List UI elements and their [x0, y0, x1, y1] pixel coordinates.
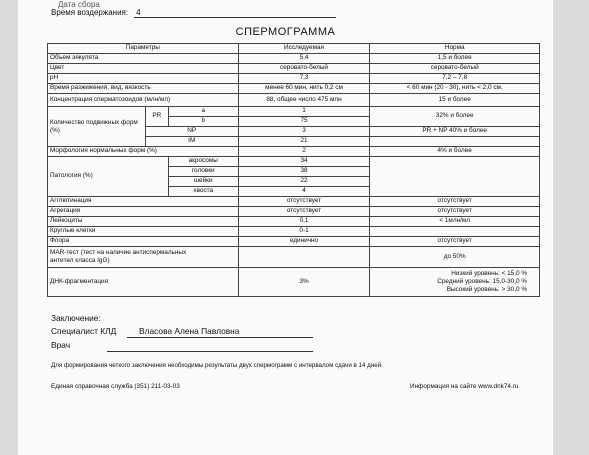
im-norm: [370, 137, 540, 147]
dna-norm-high: Высокий уровень: > 30,0 %: [446, 286, 527, 294]
row-value: 7,3: [238, 74, 370, 84]
row-label: Объем эякулята: [48, 54, 239, 64]
mar-label: [48, 247, 239, 268]
row-value: 0-1: [238, 227, 370, 237]
tail-label: хвоста: [168, 187, 238, 197]
head-label: головки: [168, 167, 238, 177]
dna-norm: [370, 268, 540, 297]
row-norm: 15 и более: [370, 94, 540, 107]
row-norm: отсутствует: [370, 197, 540, 207]
row-label: Агглютинация: [48, 197, 239, 207]
row-label: Круглые клетки: [48, 227, 239, 237]
row-norm: 4% и более: [370, 147, 540, 157]
table-row: [48, 84, 540, 94]
row-label: Лейкоциты: [48, 217, 239, 227]
acrosome-value: 34: [238, 157, 370, 167]
table-row: [48, 54, 540, 64]
table-row: [48, 237, 540, 247]
im-value: 21: [238, 137, 370, 147]
row-label: Агрегация: [48, 207, 239, 217]
row-value: серовато-белый: [238, 64, 370, 74]
row-label: Морфология нормальных форм (%): [48, 147, 239, 157]
footer-phone: Единая справочная служба (351) 211-03-03: [51, 383, 180, 390]
document-title: СПЕРМОГРАММА: [235, 26, 336, 38]
dna-label: ДНК-фрагментация: [48, 268, 239, 297]
row-norm: < 60 мин (20 - 30), нить < 2,0 см.: [370, 84, 540, 94]
conclusion-label: Заключение:: [51, 313, 101, 323]
table-row: [48, 227, 540, 237]
table-row: [48, 197, 540, 207]
head-value: 38: [238, 167, 370, 177]
footer-site: Информация на сайте www.dnk74.ru: [410, 383, 519, 390]
b-value: 75: [238, 117, 370, 127]
table-row: [48, 268, 540, 297]
doctor-row: [51, 340, 70, 350]
row-value: единично: [238, 237, 370, 247]
row-label: pH: [48, 74, 239, 84]
row-value: 5,4: [238, 54, 370, 64]
specialist-row: [51, 326, 240, 336]
row-label: Флора: [48, 237, 239, 247]
a-value: 1: [238, 107, 370, 117]
dna-norm-medium: Средний уровень: 15,0-30,0 %: [437, 277, 527, 285]
pr-norm: 32% и более: [370, 107, 540, 127]
im-label: IM: [145, 137, 238, 147]
neck-label: шейки: [168, 177, 238, 187]
header-sample: Исследуемая: [238, 44, 370, 54]
row-value: отсутствует: [238, 197, 370, 207]
row-norm: отсутствует: [370, 207, 540, 217]
row-value: 88, общее число 475 млн: [238, 94, 370, 107]
specialist-label: Специалист КЛД: [51, 326, 117, 336]
np-value: 3: [238, 127, 370, 137]
header-params: Параметры: [48, 44, 239, 54]
pathology-label: Патология (%): [48, 157, 169, 197]
np-norm: PR + NP 40% и более: [370, 127, 540, 137]
row-label: Концентрация сперматозоидов (млн/мл): [48, 94, 239, 107]
row-value: 2: [238, 147, 370, 157]
note-text: Для формирования четкого заключения необходимы результаты двух спермограмм с интервалом сдачи в 14 дней.: [51, 362, 383, 369]
abstinence-label: Время воздержания:: [51, 8, 129, 17]
dna-norm-low: Низкий уровень: < 15,0 %: [451, 269, 527, 277]
tail-value: 4: [238, 187, 370, 197]
doctor-signature-line: [107, 351, 313, 352]
pathology-norm: [370, 157, 540, 197]
row-norm: отсутствует: [370, 237, 540, 247]
table-row: [48, 157, 540, 167]
row-norm: 1,5 и более: [370, 54, 540, 64]
dna-value: 3%: [238, 268, 370, 297]
row-norm: 7,2 – 7,8: [370, 74, 540, 84]
doctor-label: Врач: [51, 340, 71, 350]
row-value: менее 60 мин, нить 0,2 см: [238, 84, 370, 94]
table-row: [48, 107, 540, 117]
np-label: NP: [145, 127, 238, 137]
b-label: b: [168, 117, 238, 127]
specialist-signature-line: [127, 337, 313, 338]
table-row: [48, 217, 540, 227]
table-row: [48, 74, 540, 84]
row-value: отсутствует: [238, 207, 370, 217]
specialist-name: Власова Алена Павловна: [139, 326, 240, 336]
mar-norm: до 50%: [370, 247, 540, 268]
a-label: a: [168, 107, 238, 117]
row-norm: < 1млн/мл: [370, 217, 540, 227]
mar-label-line1: MAR-тест (тест на наличие антиспермальных: [50, 249, 187, 256]
abstinence-value: 4: [134, 8, 336, 18]
results-table: [47, 43, 540, 297]
table-row: [48, 247, 540, 268]
table-header-row: [48, 44, 540, 54]
pr-label: PR: [145, 107, 168, 127]
abstinence-row: [51, 8, 336, 18]
row-norm: [370, 227, 540, 237]
motility-label: Количество подвижных форм (%): [48, 107, 146, 147]
row-norm: серовато-белый: [370, 64, 540, 74]
table-row: [48, 64, 540, 74]
row-label: Время разжижения, вид, вязкость: [48, 84, 239, 94]
table-row: [48, 207, 540, 217]
row-label: Цвет: [48, 64, 239, 74]
table-row: [48, 147, 540, 157]
document-page: [18, 0, 553, 455]
neck-value: 22: [238, 177, 370, 187]
cut-off-header-text: Дата сбора: [58, 0, 100, 9]
mar-label-line2: антител класса IgG): [50, 257, 110, 264]
table-row: [48, 94, 540, 107]
mar-value: [238, 247, 370, 268]
header-norm: Норма: [370, 44, 540, 54]
row-value: 0,1: [238, 217, 370, 227]
acrosome-label: акросомы: [168, 157, 238, 167]
